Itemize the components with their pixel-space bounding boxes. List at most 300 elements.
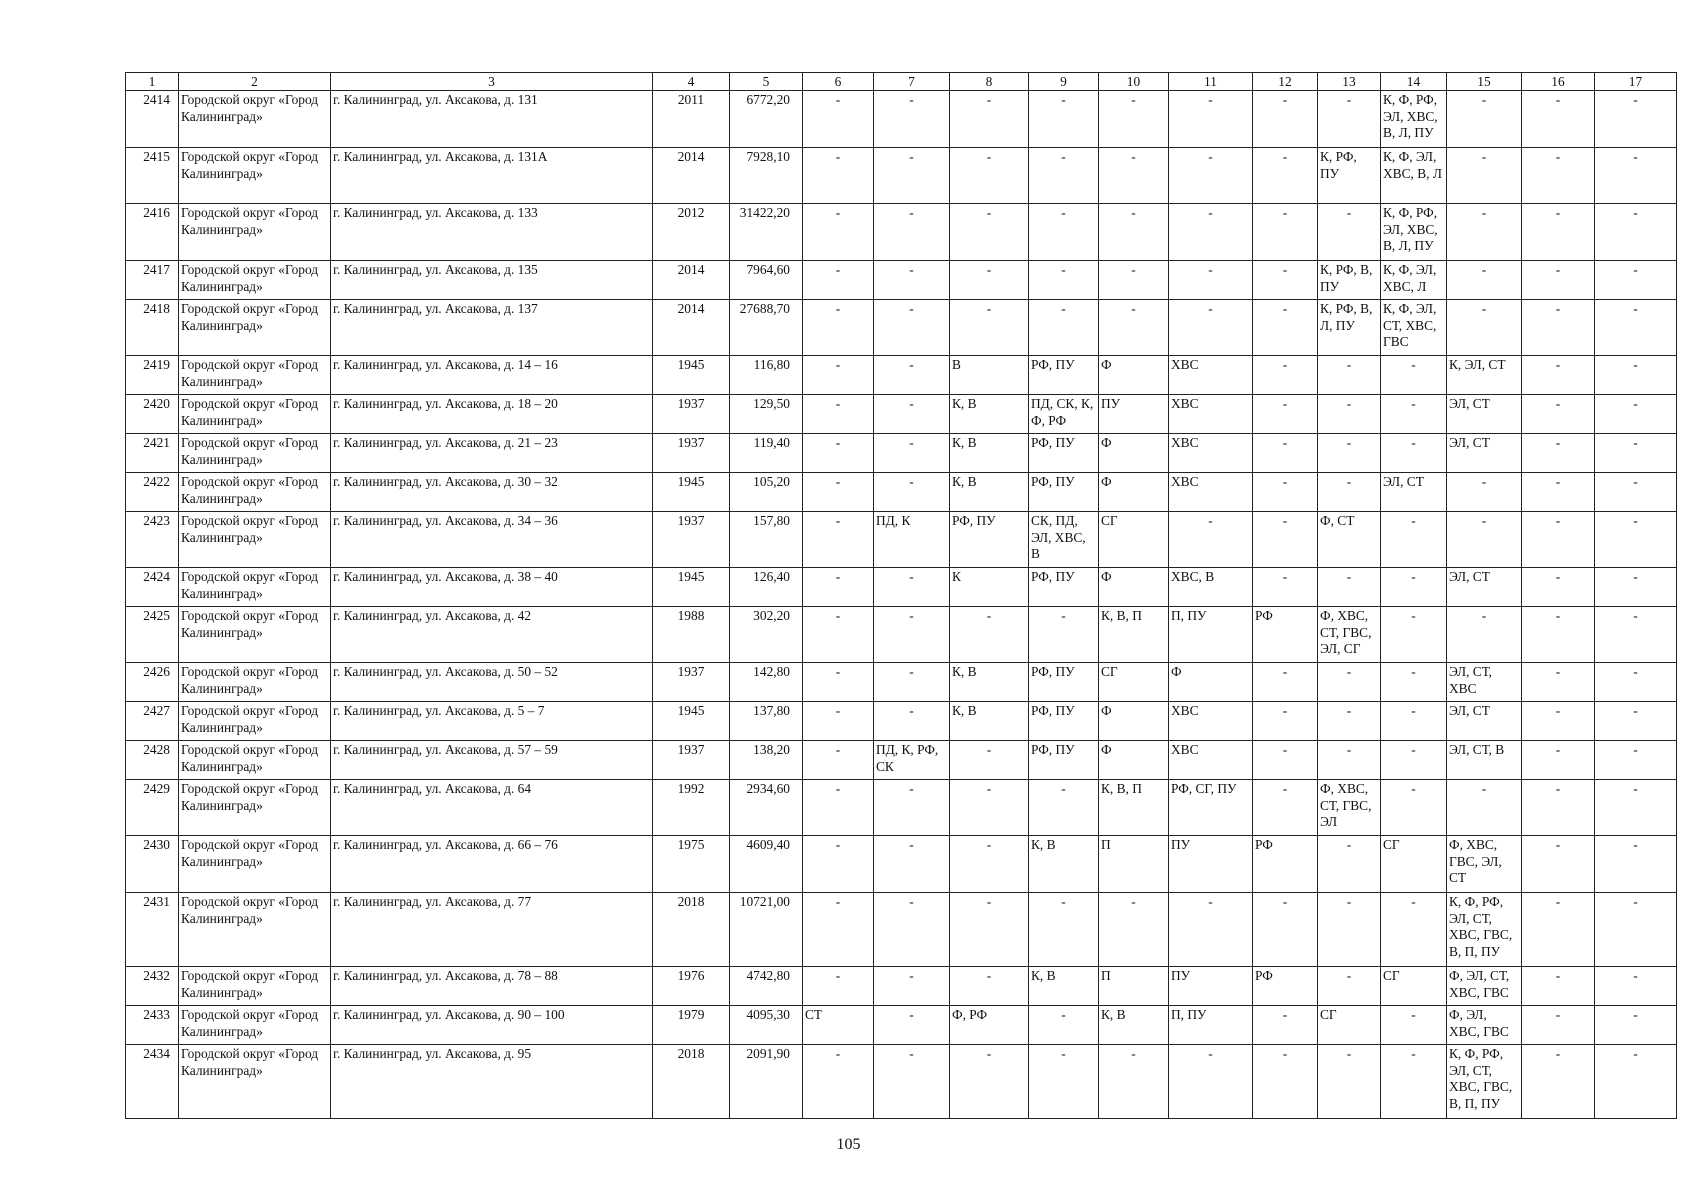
col-17-cell: - xyxy=(1595,434,1677,473)
col-16-cell: - xyxy=(1522,568,1595,607)
col-13-cell: К, РФ, ПУ xyxy=(1318,148,1381,204)
col-7-cell: - xyxy=(874,1006,950,1045)
col-16-cell: - xyxy=(1522,1045,1595,1119)
address-cell: г. Калининград, ул. Аксакова, д. 137 xyxy=(331,300,653,356)
municipality-cell: Городской округ «Город Калининград» xyxy=(179,836,331,893)
col-13-cell: - xyxy=(1318,395,1381,434)
col-7-cell: - xyxy=(874,204,950,261)
col-16-cell: - xyxy=(1522,148,1595,204)
col-8-cell: - xyxy=(950,261,1029,300)
col-16-cell: - xyxy=(1522,512,1595,568)
col-14-cell: - xyxy=(1381,395,1447,434)
col-13-cell: - xyxy=(1318,663,1381,702)
area-cell: 4742,80 xyxy=(730,967,803,1006)
col-9-cell: РФ, ПУ xyxy=(1029,434,1099,473)
col-14-cell: ЭЛ, СТ xyxy=(1381,473,1447,512)
col-10-cell: Ф xyxy=(1099,356,1169,395)
col-15-cell: - xyxy=(1447,300,1522,356)
col-15-cell: - xyxy=(1447,780,1522,836)
col-8-cell: - xyxy=(950,836,1029,893)
col-7-cell: ПД, К, РФ, СК xyxy=(874,741,950,780)
col-6-cell: СТ xyxy=(803,1006,874,1045)
municipality-cell: Городской округ «Город Калининград» xyxy=(179,967,331,1006)
column-number-17: 17 xyxy=(1595,73,1677,91)
table-row xyxy=(126,836,1677,893)
col-14-cell: - xyxy=(1381,607,1447,663)
municipality-cell: Городской округ «Город Калининград» xyxy=(179,204,331,261)
address-cell: г. Калининград, ул. Аксакова, д. 95 xyxy=(331,1045,653,1119)
col-6-cell: - xyxy=(803,741,874,780)
col-6-cell: - xyxy=(803,893,874,967)
build-year-cell: 1937 xyxy=(653,434,730,473)
column-number-5: 5 xyxy=(730,73,803,91)
col-17-cell: - xyxy=(1595,893,1677,967)
area-cell: 138,20 xyxy=(730,741,803,780)
col-14-cell: К, Ф, ЭЛ, ХВС, Л xyxy=(1381,261,1447,300)
address-cell: г. Калининград, ул. Аксакова, д. 34 – 36 xyxy=(331,512,653,568)
col-10-cell: - xyxy=(1099,148,1169,204)
col-9-cell: - xyxy=(1029,91,1099,148)
col-7-cell: - xyxy=(874,780,950,836)
table-row xyxy=(126,91,1677,148)
row-number-cell: 2415 xyxy=(126,148,179,204)
col-17-cell: - xyxy=(1595,1045,1677,1119)
col-10-cell: - xyxy=(1099,204,1169,261)
col-16-cell: - xyxy=(1522,300,1595,356)
col-14-cell: К, Ф, ЭЛ, ХВС, В, Л xyxy=(1381,148,1447,204)
col-13-cell: К, РФ, В, Л, ПУ xyxy=(1318,300,1381,356)
col-12-cell: - xyxy=(1253,434,1318,473)
col-11-cell: ХВС, В xyxy=(1169,568,1253,607)
col-17-cell: - xyxy=(1595,780,1677,836)
row-number-cell: 2434 xyxy=(126,1045,179,1119)
register-table xyxy=(125,72,1677,1119)
table-row xyxy=(126,967,1677,1006)
col-15-cell: Ф, ХВС, ГВС, ЭЛ, СТ xyxy=(1447,836,1522,893)
col-15-cell: Ф, ЭЛ, СТ, ХВС, ГВС xyxy=(1447,967,1522,1006)
column-number-13: 13 xyxy=(1318,73,1381,91)
col-17-cell: - xyxy=(1595,836,1677,893)
column-number-4: 4 xyxy=(653,73,730,91)
address-cell: г. Калининград, ул. Аксакова, д. 66 – 76 xyxy=(331,836,653,893)
row-number-cell: 2430 xyxy=(126,836,179,893)
area-cell: 10721,00 xyxy=(730,893,803,967)
municipality-cell: Городской округ «Город Калининград» xyxy=(179,607,331,663)
municipality-cell: Городской округ «Город Калининград» xyxy=(179,434,331,473)
col-16-cell: - xyxy=(1522,395,1595,434)
row-number-cell: 2419 xyxy=(126,356,179,395)
col-7-cell: ПД, К xyxy=(874,512,950,568)
col-17-cell: - xyxy=(1595,356,1677,395)
col-11-cell: РФ, СГ, ПУ xyxy=(1169,780,1253,836)
municipality-cell: Городской округ «Город Калининград» xyxy=(179,780,331,836)
col-9-cell: К, В xyxy=(1029,836,1099,893)
table-row xyxy=(126,1006,1677,1045)
area-cell: 157,80 xyxy=(730,512,803,568)
area-cell: 105,20 xyxy=(730,473,803,512)
col-10-cell: П xyxy=(1099,967,1169,1006)
municipality-cell: Городской округ «Город Калининград» xyxy=(179,261,331,300)
row-number-cell: 2424 xyxy=(126,568,179,607)
col-11-cell: ПУ xyxy=(1169,967,1253,1006)
build-year-cell: 2014 xyxy=(653,148,730,204)
col-12-cell: - xyxy=(1253,91,1318,148)
col-7-cell: - xyxy=(874,300,950,356)
col-6-cell: - xyxy=(803,512,874,568)
col-17-cell: - xyxy=(1595,1006,1677,1045)
col-9-cell: РФ, ПУ xyxy=(1029,568,1099,607)
col-15-cell: ЭЛ, СТ xyxy=(1447,702,1522,741)
col-11-cell: - xyxy=(1169,91,1253,148)
area-cell: 27688,70 xyxy=(730,300,803,356)
build-year-cell: 1976 xyxy=(653,967,730,1006)
col-11-cell: ХВС xyxy=(1169,473,1253,512)
build-year-cell: 1988 xyxy=(653,607,730,663)
build-year-cell: 1937 xyxy=(653,512,730,568)
col-13-cell: - xyxy=(1318,836,1381,893)
col-14-cell: К, Ф, ЭЛ, СТ, ХВС, ГВС xyxy=(1381,300,1447,356)
col-17-cell: - xyxy=(1595,967,1677,1006)
col-15-cell: ЭЛ, СТ, В xyxy=(1447,741,1522,780)
municipality-cell: Городской округ «Город Калининград» xyxy=(179,148,331,204)
col-12-cell: РФ xyxy=(1253,836,1318,893)
col-16-cell: - xyxy=(1522,836,1595,893)
column-number-6: 6 xyxy=(803,73,874,91)
col-12-cell: - xyxy=(1253,148,1318,204)
area-cell: 119,40 xyxy=(730,434,803,473)
col-8-cell: Ф, РФ xyxy=(950,1006,1029,1045)
column-number-9: 9 xyxy=(1029,73,1099,91)
area-cell: 116,80 xyxy=(730,356,803,395)
col-16-cell: - xyxy=(1522,663,1595,702)
col-12-cell: - xyxy=(1253,663,1318,702)
col-13-cell: - xyxy=(1318,893,1381,967)
col-14-cell: - xyxy=(1381,702,1447,741)
column-number-1: 1 xyxy=(126,73,179,91)
table-row xyxy=(126,568,1677,607)
column-number-16: 16 xyxy=(1522,73,1595,91)
row-number-cell: 2425 xyxy=(126,607,179,663)
column-number-12: 12 xyxy=(1253,73,1318,91)
col-17-cell: - xyxy=(1595,395,1677,434)
col-15-cell: - xyxy=(1447,204,1522,261)
col-11-cell: - xyxy=(1169,512,1253,568)
address-cell: г. Калининград, ул. Аксакова, д. 42 xyxy=(331,607,653,663)
col-13-cell: Ф, ХВС, СТ, ГВС, ЭЛ, СГ xyxy=(1318,607,1381,663)
col-9-cell: СК, ПД, ЭЛ, ХВС, В xyxy=(1029,512,1099,568)
address-cell: г. Калининград, ул. Аксакова, д. 90 – 100 xyxy=(331,1006,653,1045)
col-9-cell: - xyxy=(1029,780,1099,836)
col-8-cell: - xyxy=(950,1045,1029,1119)
column-number-3: 3 xyxy=(331,73,653,91)
col-6-cell: - xyxy=(803,473,874,512)
address-cell: г. Калининград, ул. Аксакова, д. 50 – 52 xyxy=(331,663,653,702)
col-10-cell: Ф xyxy=(1099,741,1169,780)
col-11-cell: - xyxy=(1169,893,1253,967)
col-13-cell: - xyxy=(1318,1045,1381,1119)
col-13-cell: - xyxy=(1318,702,1381,741)
col-13-cell: Ф, СТ xyxy=(1318,512,1381,568)
col-15-cell: Ф, ЭЛ, ХВС, ГВС xyxy=(1447,1006,1522,1045)
col-6-cell: - xyxy=(803,204,874,261)
col-11-cell: ХВС xyxy=(1169,702,1253,741)
col-12-cell: - xyxy=(1253,893,1318,967)
table-row xyxy=(126,300,1677,356)
col-14-cell: - xyxy=(1381,741,1447,780)
col-11-cell: - xyxy=(1169,261,1253,300)
col-14-cell: - xyxy=(1381,780,1447,836)
municipality-cell: Городской округ «Город Калининград» xyxy=(179,395,331,434)
municipality-cell: Городской округ «Город Калининград» xyxy=(179,91,331,148)
build-year-cell: 1975 xyxy=(653,836,730,893)
col-13-cell: К, РФ, В, ПУ xyxy=(1318,261,1381,300)
area-cell: 7964,60 xyxy=(730,261,803,300)
table-row xyxy=(126,261,1677,300)
col-14-cell: - xyxy=(1381,663,1447,702)
col-7-cell: - xyxy=(874,148,950,204)
area-cell: 129,50 xyxy=(730,395,803,434)
row-number-cell: 2417 xyxy=(126,261,179,300)
col-13-cell: - xyxy=(1318,741,1381,780)
col-7-cell: - xyxy=(874,893,950,967)
column-number-15: 15 xyxy=(1447,73,1522,91)
col-10-cell: ПУ xyxy=(1099,395,1169,434)
col-6-cell: - xyxy=(803,702,874,741)
row-number-cell: 2416 xyxy=(126,204,179,261)
col-7-cell: - xyxy=(874,91,950,148)
col-13-cell: - xyxy=(1318,568,1381,607)
col-10-cell: К, В, П xyxy=(1099,607,1169,663)
col-10-cell: К, В xyxy=(1099,1006,1169,1045)
col-8-cell: К, В xyxy=(950,663,1029,702)
column-number-10: 10 xyxy=(1099,73,1169,91)
row-number-cell: 2431 xyxy=(126,893,179,967)
municipality-cell: Городской округ «Город Калининград» xyxy=(179,702,331,741)
row-number-cell: 2427 xyxy=(126,702,179,741)
col-6-cell: - xyxy=(803,780,874,836)
col-13-cell: - xyxy=(1318,434,1381,473)
col-6-cell: - xyxy=(803,300,874,356)
col-14-cell: - xyxy=(1381,1045,1447,1119)
table-row xyxy=(126,395,1677,434)
col-12-cell: - xyxy=(1253,702,1318,741)
area-cell: 137,80 xyxy=(730,702,803,741)
address-cell: г. Калининград, ул. Аксакова, д. 131 xyxy=(331,91,653,148)
row-number-cell: 2422 xyxy=(126,473,179,512)
col-9-cell: РФ, ПУ xyxy=(1029,356,1099,395)
area-cell: 6772,20 xyxy=(730,91,803,148)
column-number-8: 8 xyxy=(950,73,1029,91)
col-10-cell: СГ xyxy=(1099,512,1169,568)
col-10-cell: - xyxy=(1099,261,1169,300)
col-16-cell: - xyxy=(1522,967,1595,1006)
col-13-cell: - xyxy=(1318,204,1381,261)
table-row xyxy=(126,702,1677,741)
col-8-cell: РФ, ПУ xyxy=(950,512,1029,568)
table-row xyxy=(126,780,1677,836)
column-number-2: 2 xyxy=(179,73,331,91)
col-11-cell: - xyxy=(1169,1045,1253,1119)
col-13-cell: Ф, ХВС, СТ, ГВС, ЭЛ xyxy=(1318,780,1381,836)
row-number-cell: 2432 xyxy=(126,967,179,1006)
col-10-cell: - xyxy=(1099,300,1169,356)
col-9-cell: РФ, ПУ xyxy=(1029,473,1099,512)
build-year-cell: 2014 xyxy=(653,261,730,300)
col-12-cell: - xyxy=(1253,780,1318,836)
col-17-cell: - xyxy=(1595,607,1677,663)
col-8-cell: В xyxy=(950,356,1029,395)
municipality-cell: Городской округ «Город Калининград» xyxy=(179,300,331,356)
col-15-cell: ЭЛ, СТ xyxy=(1447,395,1522,434)
row-number-cell: 2433 xyxy=(126,1006,179,1045)
col-6-cell: - xyxy=(803,663,874,702)
col-17-cell: - xyxy=(1595,473,1677,512)
col-12-cell: РФ xyxy=(1253,607,1318,663)
col-15-cell: К, ЭЛ, СТ xyxy=(1447,356,1522,395)
area-cell: 302,20 xyxy=(730,607,803,663)
col-15-cell: ЭЛ, СТ xyxy=(1447,568,1522,607)
column-number-7: 7 xyxy=(874,73,950,91)
col-16-cell: - xyxy=(1522,1006,1595,1045)
col-8-cell: К xyxy=(950,568,1029,607)
col-10-cell: - xyxy=(1099,893,1169,967)
col-15-cell: - xyxy=(1447,91,1522,148)
table-row xyxy=(126,204,1677,261)
municipality-cell: Городской округ «Город Калининград» xyxy=(179,741,331,780)
col-16-cell: - xyxy=(1522,91,1595,148)
col-9-cell: - xyxy=(1029,261,1099,300)
col-11-cell: - xyxy=(1169,204,1253,261)
municipality-cell: Городской округ «Город Калининград» xyxy=(179,1045,331,1119)
col-11-cell: П, ПУ xyxy=(1169,1006,1253,1045)
col-10-cell: П xyxy=(1099,836,1169,893)
col-11-cell: ХВС xyxy=(1169,395,1253,434)
col-15-cell: - xyxy=(1447,473,1522,512)
col-9-cell: РФ, ПУ xyxy=(1029,741,1099,780)
build-year-cell: 2018 xyxy=(653,1045,730,1119)
col-17-cell: - xyxy=(1595,702,1677,741)
col-12-cell: - xyxy=(1253,473,1318,512)
col-17-cell: - xyxy=(1595,512,1677,568)
col-7-cell: - xyxy=(874,395,950,434)
col-11-cell: П, ПУ xyxy=(1169,607,1253,663)
col-17-cell: - xyxy=(1595,91,1677,148)
col-17-cell: - xyxy=(1595,261,1677,300)
col-14-cell: СГ xyxy=(1381,967,1447,1006)
col-10-cell: К, В, П xyxy=(1099,780,1169,836)
col-14-cell: - xyxy=(1381,893,1447,967)
area-cell: 4609,40 xyxy=(730,836,803,893)
column-number-11: 11 xyxy=(1169,73,1253,91)
address-cell: г. Калининград, ул. Аксакова, д. 77 xyxy=(331,893,653,967)
col-16-cell: - xyxy=(1522,702,1595,741)
address-cell: г. Калининград, ул. Аксакова, д. 21 – 23 xyxy=(331,434,653,473)
build-year-cell: 2012 xyxy=(653,204,730,261)
col-17-cell: - xyxy=(1595,300,1677,356)
col-10-cell: Ф xyxy=(1099,568,1169,607)
table-row xyxy=(126,607,1677,663)
col-13-cell: СГ xyxy=(1318,1006,1381,1045)
col-16-cell: - xyxy=(1522,434,1595,473)
col-11-cell: Ф xyxy=(1169,663,1253,702)
table-row xyxy=(126,663,1677,702)
col-14-cell: - xyxy=(1381,1006,1447,1045)
col-10-cell: СГ xyxy=(1099,663,1169,702)
municipality-cell: Городской округ «Город Калининград» xyxy=(179,663,331,702)
table-row xyxy=(126,512,1677,568)
table-row xyxy=(126,741,1677,780)
col-12-cell: - xyxy=(1253,261,1318,300)
col-6-cell: - xyxy=(803,261,874,300)
col-8-cell: - xyxy=(950,780,1029,836)
col-15-cell: - xyxy=(1447,607,1522,663)
col-7-cell: - xyxy=(874,663,950,702)
row-number-cell: 2421 xyxy=(126,434,179,473)
col-17-cell: - xyxy=(1595,568,1677,607)
build-year-cell: 1937 xyxy=(653,395,730,434)
table-row xyxy=(126,434,1677,473)
col-11-cell: - xyxy=(1169,148,1253,204)
area-cell: 31422,20 xyxy=(730,204,803,261)
municipality-cell: Городской округ «Город Калининград» xyxy=(179,893,331,967)
column-number-14: 14 xyxy=(1381,73,1447,91)
col-9-cell: К, В xyxy=(1029,967,1099,1006)
col-8-cell: - xyxy=(950,893,1029,967)
col-6-cell: - xyxy=(803,568,874,607)
col-6-cell: - xyxy=(803,836,874,893)
col-14-cell: К, Ф, РФ, ЭЛ, ХВС, В, Л, ПУ xyxy=(1381,91,1447,148)
col-8-cell: - xyxy=(950,148,1029,204)
address-cell: г. Калининград, ул. Аксакова, д. 30 – 32 xyxy=(331,473,653,512)
col-17-cell: - xyxy=(1595,741,1677,780)
col-8-cell: - xyxy=(950,91,1029,148)
row-number-cell: 2429 xyxy=(126,780,179,836)
municipality-cell: Городской округ «Город Калининград» xyxy=(179,473,331,512)
build-year-cell: 1945 xyxy=(653,356,730,395)
col-10-cell: Ф xyxy=(1099,434,1169,473)
row-number-cell: 2418 xyxy=(126,300,179,356)
page-number: 105 xyxy=(836,1136,861,1153)
col-17-cell: - xyxy=(1595,663,1677,702)
build-year-cell: 1979 xyxy=(653,1006,730,1045)
col-9-cell: ПД, СК, К, Ф, РФ xyxy=(1029,395,1099,434)
address-cell: г. Калининград, ул. Аксакова, д. 133 xyxy=(331,204,653,261)
col-6-cell: - xyxy=(803,434,874,473)
col-16-cell: - xyxy=(1522,741,1595,780)
col-9-cell: - xyxy=(1029,148,1099,204)
col-17-cell: - xyxy=(1595,204,1677,261)
build-year-cell: 1937 xyxy=(653,741,730,780)
build-year-cell: 1945 xyxy=(653,702,730,741)
col-12-cell: - xyxy=(1253,512,1318,568)
col-9-cell: РФ, ПУ xyxy=(1029,663,1099,702)
address-cell: г. Калининград, ул. Аксакова, д. 14 – 16 xyxy=(331,356,653,395)
area-cell: 7928,10 xyxy=(730,148,803,204)
address-cell: г. Калининград, ул. Аксакова, д. 131А xyxy=(331,148,653,204)
col-8-cell: - xyxy=(950,967,1029,1006)
build-year-cell: 1992 xyxy=(653,780,730,836)
col-7-cell: - xyxy=(874,702,950,741)
municipality-cell: Городской округ «Город Калининград» xyxy=(179,1006,331,1045)
address-cell: г. Калининград, ул. Аксакова, д. 38 – 40 xyxy=(331,568,653,607)
col-7-cell: - xyxy=(874,356,950,395)
municipality-cell: Городской округ «Город Калининград» xyxy=(179,356,331,395)
municipality-cell: Городской округ «Город Калининград» xyxy=(179,512,331,568)
col-9-cell: - xyxy=(1029,1006,1099,1045)
col-6-cell: - xyxy=(803,1045,874,1119)
col-11-cell: ХВС xyxy=(1169,741,1253,780)
col-15-cell: К, Ф, РФ, ЭЛ, СТ, ХВС, ГВС, В, П, ПУ xyxy=(1447,893,1522,967)
